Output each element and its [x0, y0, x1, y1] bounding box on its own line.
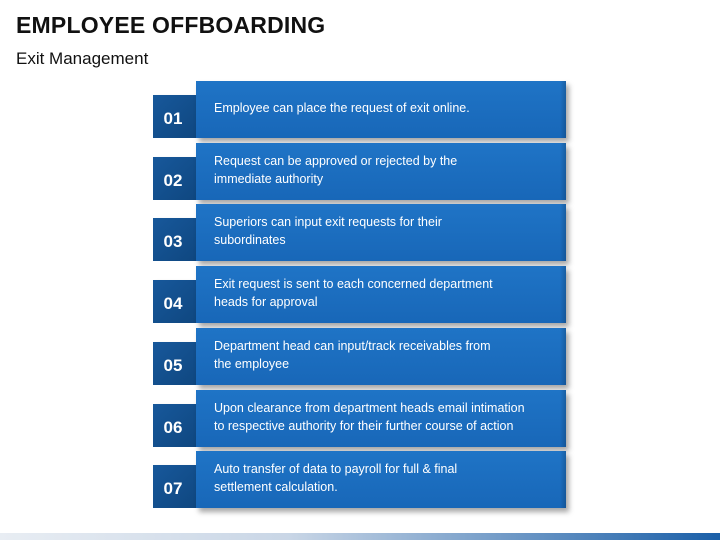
step-item	[0, 143, 720, 205]
step-item	[0, 328, 720, 390]
step-text: Auto transfer of data to payroll for full & final settlement calculation.	[214, 462, 458, 494]
step-item	[0, 81, 720, 143]
step-item	[0, 266, 720, 328]
card-fold-shadow	[560, 266, 566, 323]
page-title: EMPLOYEE OFFBOARDING	[16, 12, 326, 38]
step-text: Department head can input/track receivables from the employee	[214, 339, 491, 371]
card-fold-shadow	[560, 143, 566, 200]
card-fold-shadow	[560, 328, 566, 385]
step-item	[0, 204, 720, 266]
step-number: 01	[163, 109, 183, 128]
card-fold-shadow	[560, 204, 566, 261]
card-fold-shadow	[560, 451, 566, 508]
page-subtitle: Exit Management	[16, 49, 149, 68]
step-item	[0, 451, 720, 513]
step-text: Exit request is sent to each concerned department heads for approval	[214, 277, 493, 309]
card-fold-shadow	[560, 390, 566, 447]
step-number: 04	[163, 294, 183, 313]
step-number: 03	[163, 232, 183, 251]
card-fold-shadow	[560, 81, 566, 138]
step-number: 07	[163, 479, 183, 498]
step-text: Request can be approved or rejected by the immediate authority	[214, 154, 458, 186]
step-number: 02	[163, 171, 183, 190]
step-text: Employee can place the request of exit online.	[214, 101, 470, 115]
step-text: Superiors can input exit requests for their subordinates	[214, 215, 442, 247]
footer-accent-bar	[0, 533, 720, 540]
step-number: 05	[163, 356, 183, 375]
step-item	[0, 390, 720, 452]
step-text: Upon clearance from department heads email intimation to respective authority for their further course of action	[214, 401, 525, 433]
step-number: 06	[163, 418, 183, 437]
